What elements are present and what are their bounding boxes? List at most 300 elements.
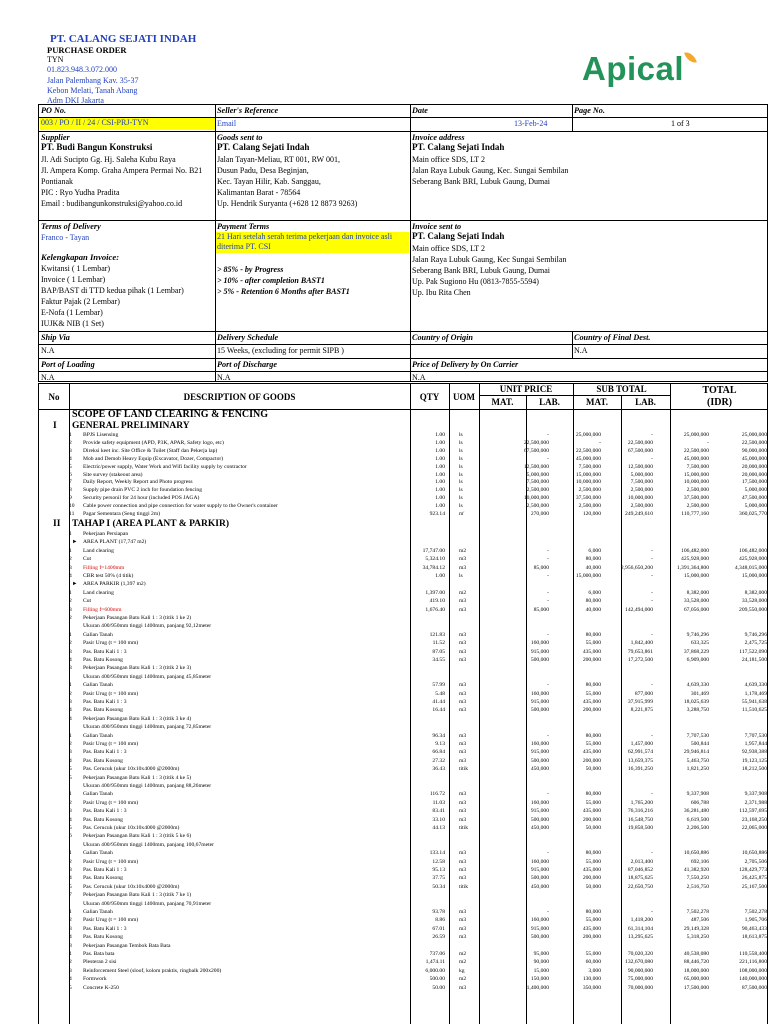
supplier-label: Supplier (41, 133, 70, 142)
po-date: 13-Feb-24 (514, 119, 548, 128)
cell-slab: 2,206,500 (686, 825, 709, 831)
cell-uom: ls (459, 487, 463, 494)
cell-tot: 18,212,500 (741, 766, 767, 773)
cell-mat: 160,000 (530, 640, 549, 647)
cell-desc: Pas. Batu Kali 1 : 3 (83, 749, 127, 756)
col-total-idr: (IDR) (707, 397, 732, 408)
cell-tot: 22,500,000 (741, 439, 767, 446)
cell-qty: 1,474.11 (425, 959, 445, 966)
cell-smat: 5,000,000 (630, 471, 653, 478)
cell-mat: 5,000,000 (526, 471, 549, 478)
cell-mat: 160,000 (530, 799, 549, 806)
cell-smat: 70,020,320 (627, 951, 653, 957)
table-row (39, 539, 769, 547)
cell-mat: 915,000 (530, 808, 549, 815)
cell-desc: Galian Tanah (83, 791, 113, 798)
cell-desc: Site survey (stakeout area) (83, 471, 143, 478)
cell-smat: - (651, 682, 653, 689)
cell-lab: 60,000 (585, 959, 601, 966)
cell-smat: 18,875,625 (627, 875, 653, 882)
cell-no: 11 (69, 511, 75, 517)
cell-no: 4 (69, 715, 72, 722)
goods-sent-name: PT. Calang Sejati Indah (217, 142, 310, 152)
kelengkapan-line: Faktur Pajak (2 Lembar) (41, 297, 120, 306)
cell-uom: ls (459, 455, 463, 462)
cell-qty: 1.00 (435, 479, 445, 486)
cell-mat: 15,000 (533, 967, 549, 974)
cell-no: 1 (69, 909, 72, 915)
cell-slab: 301,469 (690, 690, 709, 697)
cell-slab: 606,788 (690, 799, 709, 806)
cell-mat: - (547, 573, 549, 579)
cell-desc: Pasir Urug (t = 100 mm) (83, 690, 139, 697)
cell-no: 2 (69, 598, 72, 605)
payment-terms-label: Payment Terms (217, 222, 270, 231)
cell-desc: Security personil for 24 hour (included POS JAGA) (83, 495, 200, 502)
cell-tot: 17,500,000 (741, 479, 767, 486)
cell-mat: 150,000 (530, 976, 549, 983)
cell-smat: 132,670,080 (625, 959, 653, 966)
cell-smat: - (651, 909, 653, 915)
cell-no: 3 (69, 749, 72, 756)
cell-slab: 5,318,250 (686, 934, 709, 941)
invoice-sent-line: Up. Pak Sugiono Hu (0813-7855-5594) (412, 277, 539, 286)
table-row (39, 766, 769, 774)
goods-sent-label: Goods sent to (217, 133, 263, 142)
table-row (39, 448, 769, 456)
cell-slab: 3,288,750 (686, 707, 709, 714)
cell-uom: m2 (459, 976, 467, 983)
cell-lab: 350,000 (582, 984, 601, 991)
cell-smat: 8,221,875 (630, 707, 653, 714)
cell-uom: m3 (459, 598, 467, 605)
table-row (39, 968, 769, 976)
cell-mat: 915,000 (530, 699, 549, 705)
cell-desc: Pas. Batu Kosong (83, 757, 123, 764)
cell-lab: 50,000 (585, 883, 601, 890)
cell-no: 2 (69, 439, 72, 446)
table-row (39, 976, 769, 984)
cell-mat: 500,000 (530, 875, 549, 882)
cell-slab: 8,382,000 (686, 589, 709, 596)
table-row (39, 440, 769, 448)
col-sub-mat: MAT. (586, 397, 608, 407)
cell-smat: 2,013,400 (630, 858, 653, 865)
cell-lab: 6,000 (588, 589, 601, 596)
col-uom: UOM (453, 392, 475, 402)
cell-desc: Galian Tanah (83, 732, 113, 739)
cell-smat: - (651, 556, 653, 563)
cell-slab: 33,528,000 (683, 598, 709, 605)
cell-tot: 24,181,500 (741, 657, 767, 663)
invoice-sent-line: Main office SDS, LT 2 (412, 244, 485, 253)
cell-lab: 7,500,000 (578, 463, 601, 470)
cell-slab: 1,821,250 (686, 766, 709, 773)
cell-smat: - (651, 455, 653, 462)
cell-uom: ls (459, 439, 463, 446)
cell-qty: 1.00 (435, 495, 445, 502)
cell-lab: 435,000 (582, 867, 601, 873)
cell-tot: 360,025,770 (739, 511, 767, 517)
cell-qty: 500.00 (429, 976, 445, 983)
cell-slab: 1,391,364,800 (676, 564, 709, 571)
cell-mat: 85,000 (533, 606, 549, 613)
cell-qty: 1.00 (435, 463, 445, 470)
table-row (39, 716, 769, 724)
cell-no: 5 (69, 825, 72, 831)
cell-mat: - (547, 547, 549, 554)
table-row (39, 432, 769, 440)
table-row (39, 632, 769, 640)
table-row (39, 749, 769, 757)
invoice-address-name: PT. Calang Sejati Indah (412, 142, 505, 152)
table-row (39, 598, 769, 606)
cell-slab: 7,707,530 (686, 732, 709, 739)
cell-tot: 140,000,000 (739, 976, 767, 983)
cell-tot: 209,550,000 (739, 606, 767, 613)
cell-no: 1 (69, 850, 72, 857)
cell-lab: 15,000,000 (575, 471, 601, 478)
cell-slab: 18,025,639 (683, 699, 709, 705)
cell-lab: 55,000 (585, 951, 601, 957)
cell-uom: m3 (459, 741, 467, 747)
kelengkapan-line: Invoice ( 1 Lembar) (41, 275, 106, 284)
cell-tot: 4,348,015,000 (734, 564, 767, 571)
cell-no: 3 (69, 808, 72, 815)
invoice-address-line: Main office SDS, LT 2 (412, 155, 485, 164)
address-line: Jalan Palembang Kav. 35-37 (47, 75, 139, 85)
cell-smat: 79,653,861 (627, 648, 653, 655)
goods-line: Jalan Tayan-Meliau, RT 001, RW 001, (217, 155, 340, 164)
cell-mat: - (547, 598, 549, 605)
cell-desc: Pas. Bata bata (83, 951, 115, 957)
cell-mat: 160,000 (530, 741, 549, 747)
cell-smat: 22,650,750 (627, 883, 653, 890)
cell-smat: 7,500,000 (630, 479, 653, 486)
table-row (39, 884, 769, 892)
cell-lab: 15,000,000 (575, 573, 601, 579)
cell-desc: Pasir Urug (t = 100 mm) (83, 799, 139, 806)
cell-tot: 7,707,530 (744, 732, 767, 739)
cell-smat: 1,418,200 (630, 917, 653, 924)
cell-qty: 34.55 (432, 657, 445, 663)
kelengkapan-line: IUJK& NIB (1 Set) (41, 319, 104, 328)
cell-qty: 12.58 (432, 858, 445, 865)
scope-heading (39, 409, 769, 421)
cell-tot: 87,500,000 (741, 984, 767, 991)
cell-desc: Pas. Batu Kosong (83, 934, 123, 941)
cell-uom: ls (459, 463, 463, 470)
table-row (39, 917, 769, 925)
cell-no: 1 (69, 432, 72, 438)
table-row (39, 556, 769, 564)
section-number: I (53, 421, 57, 431)
cell-no: 5 (69, 774, 72, 781)
cell-desc: Pekerjaan Persiapan (83, 531, 129, 537)
cell-lab: 3,000 (588, 967, 601, 974)
cell-qty: 36.43 (432, 766, 445, 773)
invoice-sent-line: Seberang Bank BRI, Lubuk Gaung, Dumai (412, 266, 550, 275)
cell-slab: 4,639,330 (686, 682, 709, 689)
cell-slab: - (707, 439, 709, 446)
cell-uom: m3 (459, 791, 467, 798)
cell-uom: m3 (459, 934, 467, 941)
cell-mat: - (547, 850, 549, 857)
cell-lab: 80,000 (585, 556, 601, 563)
cell-smat: 75,000,000 (627, 976, 653, 983)
cell-slab: 9,337,908 (686, 791, 709, 798)
table-row (39, 682, 769, 690)
cell-no: 1 (69, 547, 72, 554)
payment-line: > 5% - Retention 6 Months after BAST1 (217, 287, 350, 296)
cell-tot: 8,382,000 (744, 589, 767, 596)
cell-no: 2 (69, 615, 72, 621)
po-no-label: PO No. (41, 106, 67, 115)
cell-uom: m3 (459, 909, 467, 915)
invoice-address-line: Seberang Bank BRI, Lubuk Gaung, Dumai (412, 177, 550, 186)
cell-lab: 55,000 (585, 640, 601, 647)
logo-text: Apical (582, 50, 685, 87)
cell-lab: 435,000 (582, 925, 601, 932)
cell-slab: 425,928,000 (681, 556, 709, 563)
cell-no: ► (72, 581, 78, 588)
cell-uom: m3 (459, 808, 467, 815)
col-sub-lab: LAB. (635, 397, 656, 407)
cell-lab: 40,000 (585, 564, 601, 571)
cell-tot: 221,116,800 (739, 959, 767, 966)
cell-slab: 500,844 (690, 741, 709, 747)
cell-qty: 16.44 (432, 707, 445, 714)
table-row (39, 850, 769, 858)
col-qty: QTY (419, 392, 440, 402)
cell-mat: 160,000 (530, 690, 549, 697)
cell-qty: 41.44 (432, 699, 445, 705)
cell-desc: Provide safety equipment (APD, P3K, APAR, Safety logo, etc) (83, 439, 224, 446)
cell-uom: m3 (459, 606, 467, 613)
cell-tot: 26,425,875 (741, 875, 767, 882)
cell-uom: m3 (459, 875, 467, 882)
cell-desc: Direksi keet inc. Site Office & Toilet (Staff dan Pekerja lap) (83, 447, 218, 454)
cell-qty: 133.14 (429, 850, 445, 857)
table-row (39, 901, 769, 909)
cell-uom: m3 (459, 917, 467, 924)
kelengkapan-line: Kwitansi ( 1 Lembar) (41, 264, 111, 273)
cell-mat: 500,000 (530, 657, 549, 663)
cell-lab: 10,000,000 (575, 479, 601, 486)
cell-desc: Pas. Batu Kosong (83, 707, 123, 714)
cell-lab: 200,000 (582, 875, 601, 882)
cell-tot: 2,705,506 (744, 858, 767, 865)
cell-desc: Pas. Batu Kali 1 : 3 (83, 648, 127, 655)
cell-lab: 22,500,000 (575, 447, 601, 454)
cell-slab: 6,909,000 (686, 657, 709, 663)
supplier-line: Jl. Ampera Komp. Graha Ampera Permai No. B21 (41, 166, 203, 175)
cell-no: 3 (69, 665, 72, 672)
supplier-line: Jl. Adi Sucipto Gg. Hj. Saleha Kubu Raya (41, 155, 176, 164)
cell-mat: 450,000 (530, 766, 549, 773)
cell-qty: 26.59 (432, 934, 445, 941)
table-row (39, 943, 769, 951)
cell-mat: - (547, 455, 549, 462)
section-number: II (53, 519, 61, 529)
cell-desc: Pas. Cerucuk (ukur 10x10x4000 @2000m) (83, 883, 180, 890)
table-row (39, 565, 769, 573)
cell-slab: 106,482,000 (681, 547, 709, 554)
cell-mat: 95,000 (533, 951, 549, 957)
cell-tot: 117,522,090 (739, 648, 767, 655)
cell-lab: 55,000 (585, 741, 601, 747)
supplier-name: PT. Budi Bangun Konstruksi (41, 142, 153, 152)
cell-smat: 2,500,000 (630, 487, 653, 494)
cell-no: 1 (69, 631, 72, 638)
cell-lab: 200,000 (582, 657, 601, 663)
kelengkapan-line: E-Nofa (1 Lembar) (41, 308, 103, 317)
cell-slab: 633,325 (690, 640, 709, 647)
cell-lab: 40,000 (585, 606, 601, 613)
cell-uom: ls (459, 495, 463, 502)
cell-qty: 419.10 (429, 598, 445, 605)
cell-qty: 33.10 (432, 816, 445, 823)
cell-mat: 915,000 (530, 749, 549, 756)
table-row (39, 741, 769, 749)
cell-smat: 1,765,200 (630, 799, 653, 806)
cell-tot: 19,123,125 (741, 757, 767, 764)
cell-qty: 116.72 (429, 791, 445, 798)
cell-smat: - (651, 547, 653, 554)
invoice-sent-name: PT. Calang Sejati Indah (412, 231, 505, 241)
cell-mat: 160,000 (530, 858, 549, 865)
price-delivery: N.A (412, 373, 426, 382)
cell-desc: Pas. Batu Kosong (83, 816, 123, 823)
table-row (39, 665, 769, 673)
cell-no: 5 (69, 984, 72, 991)
cell-desc: Pasir Urug (t = 100 mm) (83, 640, 139, 647)
cell-tot: 20,000,000 (741, 471, 767, 478)
cell-desc: Galian Tanah (83, 850, 113, 857)
cell-smat: - (651, 791, 653, 798)
table-row (39, 487, 769, 495)
cell-mat: 500,000 (530, 707, 549, 714)
cell-desc: Pagar Sementara (Seng tinggi 2m) (83, 511, 161, 517)
cell-mat: 915,000 (530, 925, 549, 932)
cell-mat: 2,500,000 (526, 503, 549, 510)
cell-no: 1 (69, 531, 72, 537)
cell-qty: 11.03 (432, 799, 445, 806)
table-row (39, 926, 769, 934)
cell-mat: 12,500,000 (523, 463, 549, 470)
cell-mat: 270,000 (530, 511, 549, 517)
port-loading: N.A (41, 373, 55, 382)
cell-no: 1 (69, 589, 72, 596)
col-total: TOTAL (702, 385, 737, 396)
delivery-schedule-label: Delivery Schedule (217, 333, 279, 342)
cell-desc: Ukuran 400/950mm tinggi 1400mm, panjang 45,85meter (83, 673, 212, 680)
cell-desc: Filling f=600mm (83, 606, 122, 613)
address-line: Adm DKI Jakarta (47, 96, 104, 106)
table-row (39, 934, 769, 942)
cell-no: 1 (69, 951, 72, 957)
apical-logo (582, 50, 732, 94)
invoice-address-label: Invoice address (412, 133, 465, 142)
cell-desc: Pekerjaan Pasangan Batu Kali 1 : 3 (titik 2 ke 3) (83, 665, 192, 672)
cell-desc: Land clearing (83, 547, 114, 554)
cell-lab: 80,000 (585, 909, 601, 915)
cell-desc: Pekerjaan Pasangan Batu Kali 1 : 3 (titik 5 ke 6) (83, 833, 192, 840)
cell-mat: 22,500,000 (523, 439, 549, 446)
cell-uom: m2 (459, 589, 467, 596)
cell-no: 2 (69, 959, 72, 966)
delivery-schedule: 15 Weeks, (excluding for permit SIPB ) (217, 346, 344, 355)
table-row (39, 842, 769, 850)
cell-desc: Pas. Batu Kali 1 : 3 (83, 925, 127, 932)
cell-no: 3 (69, 867, 72, 873)
table-row (39, 548, 769, 556)
cell-smat: - (651, 573, 653, 579)
items-table-header (38, 383, 768, 410)
document-title: PURCHASE ORDER (47, 45, 127, 55)
cell-smat: - (651, 432, 653, 438)
ship-via: N.A (41, 346, 55, 355)
cell-uom: ls (459, 479, 463, 486)
final-dest: N.A (574, 346, 588, 355)
table-row (39, 985, 769, 993)
cell-smat: 10,000,000 (627, 495, 653, 502)
cell-smat: 70,000,000 (627, 984, 653, 991)
cell-no: 4 (69, 875, 72, 882)
cell-slab: 9,746,296 (686, 631, 709, 638)
cell-tot: 110,558,400 (739, 951, 767, 957)
cell-tot: 128,429,773 (739, 867, 767, 873)
cell-desc: Galian Tanah (83, 631, 113, 638)
cell-smat: 67,500,000 (627, 447, 653, 454)
delivery-terms: Franco - Tayan (41, 233, 90, 242)
kelengkapan-line: BAP/BAST di TTD kedua pihak (1 Lembar) (41, 286, 184, 295)
cell-mat: 7,500,000 (526, 479, 549, 486)
cell-no: 4 (69, 976, 72, 983)
ship-via-label: Ship Via (41, 333, 70, 342)
cell-slab: 37,500,000 (683, 495, 709, 502)
cell-mat: 90,000 (533, 959, 549, 966)
port-loading-label: Port of Loading (41, 360, 95, 369)
cell-slab: 7,500,000 (686, 463, 709, 470)
cell-uom: ls (459, 432, 463, 438)
cell-lab: 435,000 (582, 648, 601, 655)
cell-qty: 1.00 (435, 471, 445, 478)
cell-tot: 45,000,000 (741, 455, 767, 462)
cell-desc: CBR test 50% (4 titik) (83, 573, 134, 579)
cell-smat: 90,000,000 (627, 967, 653, 974)
table-row (39, 791, 769, 799)
col-unit-mat: MAT. (491, 397, 514, 407)
cell-slab: 29,946,814 (683, 749, 709, 756)
section-title: TAHAP I (AREA PLANT & PARKIR) (72, 519, 230, 529)
cell-uom: m3 (459, 984, 467, 991)
cell-no: 3 (69, 967, 72, 974)
cell-slab: 2,500,000 (686, 487, 709, 494)
payment-terms-note: 21 Hari setelah serah terima pekerjaan dan invoice asli diterima PT. CSI (216, 232, 409, 253)
cell-uom: m3 (459, 816, 467, 823)
cell-desc: Pekerjaan Pasangan Batu Kali 1 : 3 (titik 7 ke 1) (83, 892, 192, 899)
country-origin-label: Country of Origin (412, 333, 473, 342)
cell-qty: 57.99 (432, 682, 445, 689)
invoice-address-line: Jalan Raya Lubuk Gaung, Kec. Sungai Sembilan (412, 166, 569, 175)
cell-qty: 1.00 (435, 573, 445, 579)
cell-lab: 55,000 (585, 917, 601, 924)
cell-lab: 200,000 (582, 757, 601, 764)
table-row (39, 867, 769, 875)
cell-uom: ls (459, 471, 463, 478)
cell-mat: - (547, 682, 549, 689)
